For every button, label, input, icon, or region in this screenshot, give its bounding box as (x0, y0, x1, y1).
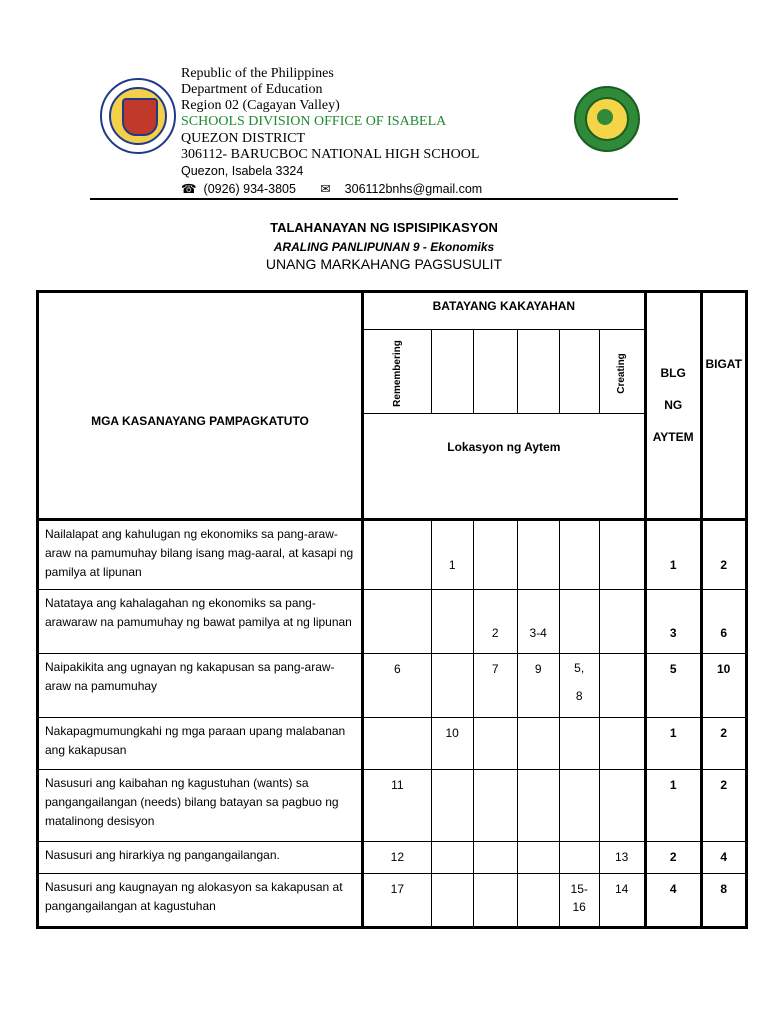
header-region: Region 02 (Cagayan Valley) (181, 98, 340, 113)
item-value: 8 (575, 689, 583, 703)
blg-cell: 3 (645, 590, 701, 654)
header-contact (181, 181, 482, 196)
item-cell (473, 842, 517, 874)
item-cell: 7 (473, 654, 517, 718)
header-email: 306112bnhs@gmail.com (344, 182, 483, 196)
item-cell (431, 770, 473, 842)
item-cell (517, 842, 559, 874)
ng-label: NG (664, 398, 683, 412)
item-cell (517, 770, 559, 842)
item-cell: 6 (363, 654, 432, 718)
item-cell (599, 520, 645, 590)
item-cell: 13 (599, 842, 645, 874)
bigat-cell: 10 (701, 654, 746, 718)
blg-cell: 4 (645, 874, 701, 928)
item-cell (559, 842, 599, 874)
header-address: Quezon, Isabela 3324 (181, 164, 304, 178)
item-cell (363, 718, 432, 770)
competency-cell: Nasusuri ang hirarkiya ng pangangailangan. (38, 842, 363, 874)
blg-header (645, 292, 701, 520)
table-row (38, 842, 747, 874)
bigat-cell: 8 (701, 874, 746, 928)
bigat-cell: 6 (701, 590, 746, 654)
item-cell (431, 590, 473, 654)
blg-cell: 1 (645, 718, 701, 770)
telephone-icon: ☎ (181, 182, 197, 196)
level-cell-4 (517, 330, 559, 414)
item-cell: 11 (363, 770, 432, 842)
table-row (38, 520, 747, 590)
item-cell: 2 (473, 590, 517, 654)
item-cell: 1 (431, 520, 473, 590)
aytem-label: AYTEM (652, 430, 694, 444)
item-cell: 10 (431, 718, 473, 770)
competency-cell: Nasusuri ang kaibahan ng kagustuhan (wants) sa pangangailangan (needs) bilang batayan sa pagbuo ng matalinong desisyon (38, 770, 363, 842)
item-cell (363, 590, 432, 654)
skills-header: BATAYANG KAKAYAHAN (363, 292, 646, 330)
item-cell (473, 520, 517, 590)
item-cell (559, 654, 599, 718)
item-cell (559, 770, 599, 842)
item-cell (599, 654, 645, 718)
item-cell: 17 (363, 874, 432, 928)
table-row (38, 874, 747, 928)
bigat-header: BIGAT (701, 292, 746, 520)
header-division: SCHOOLS DIVISION OFFICE OF ISABELA (181, 114, 447, 129)
bigat-cell: 2 (701, 770, 746, 842)
doc-subject: ARALING PANLIPUNAN 9 - Ekonomiks (273, 240, 495, 254)
item-cell (431, 654, 473, 718)
item-value: 15- (570, 882, 588, 896)
blg-cell: 1 (645, 520, 701, 590)
header-department: Department of Education (181, 82, 323, 97)
item-cell (473, 770, 517, 842)
specification-table (36, 290, 748, 929)
competency-header: MGA KASANAYANG PAMPAGKATUTO (38, 292, 363, 520)
item-cell (431, 874, 473, 928)
blg-cell: 2 (645, 842, 701, 874)
item-cell: 14 (599, 874, 645, 928)
item-cell (599, 770, 645, 842)
header-district: QUEZON DISTRICT (181, 131, 306, 146)
item-cell (517, 718, 559, 770)
table-row (38, 654, 747, 718)
level-creating: Creating (599, 330, 645, 414)
item-cell (517, 520, 559, 590)
blg-cell: 5 (645, 654, 701, 718)
envelope-icon: ✉ (320, 182, 331, 196)
item-cell (473, 874, 517, 928)
item-cell (363, 520, 432, 590)
header-divider (90, 198, 678, 200)
competency-cell: Nakapagmumungkahi ng mga paraan upang malabanan ang kakapusan (38, 718, 363, 770)
bigat-cell: 2 (701, 718, 746, 770)
item-value: 16 (572, 900, 586, 914)
doc-exam: UNANG MARKAHANG PAGSUSULIT (265, 256, 503, 272)
level-remembering: Remembering (363, 330, 432, 414)
item-cell (559, 874, 599, 928)
item-cell (517, 874, 559, 928)
table-row (38, 590, 747, 654)
competency-cell: Nasusuri ang kaugnayan ng alokasyon sa kakapusan at pangangailangan at kagustuhan (38, 874, 363, 928)
blg-label: BLG (660, 366, 686, 380)
competency-cell: Nailalapat ang kahulugan ng ekonomiks sa pang-araw- araw na pamumuhay bilang isang mag-aaral, at kasapi ng pamilya at lipunan (38, 520, 363, 590)
table-row (38, 770, 747, 842)
bigat-cell: 2 (701, 520, 746, 590)
item-cell (599, 590, 645, 654)
header-school: 306112- BARUCBOC NATIONAL HIGH SCHOOL (181, 147, 480, 162)
level-cell-2 (431, 330, 473, 414)
doc-title: TALAHANAYAN NG ISPISIPIKASYON (270, 220, 498, 235)
item-cell: 9 (517, 654, 559, 718)
item-cell (559, 718, 599, 770)
division-seal-logo (574, 86, 640, 152)
competency-cell: Naipakikita ang ugnayan ng kakapusan sa pang-araw- araw na pamumuhay (38, 654, 363, 718)
header-phone: (0926) 934-3805 (203, 182, 296, 196)
item-cell (473, 718, 517, 770)
deped-seal-logo (100, 78, 176, 154)
competency-cell: Natataya ang kahalagahan ng ekonomiks sa pang-arawaraw na pamumuhay ng bawat pamilya at ng lipunan (38, 590, 363, 654)
level-cell-3 (473, 330, 517, 414)
table-row (38, 718, 747, 770)
location-header: Lokasyon ng Aytem (363, 414, 646, 520)
header-republic: Republic of the Philippines (181, 66, 334, 81)
item-cell: 3-4 (517, 590, 559, 654)
item-cell (559, 520, 599, 590)
blg-cell: 1 (645, 770, 701, 842)
item-cell (599, 718, 645, 770)
level-cell-5 (559, 330, 599, 414)
item-value: 5, (574, 661, 585, 675)
bigat-cell: 4 (701, 842, 746, 874)
item-cell (559, 590, 599, 654)
item-cell: 12 (363, 842, 432, 874)
item-cell (431, 842, 473, 874)
